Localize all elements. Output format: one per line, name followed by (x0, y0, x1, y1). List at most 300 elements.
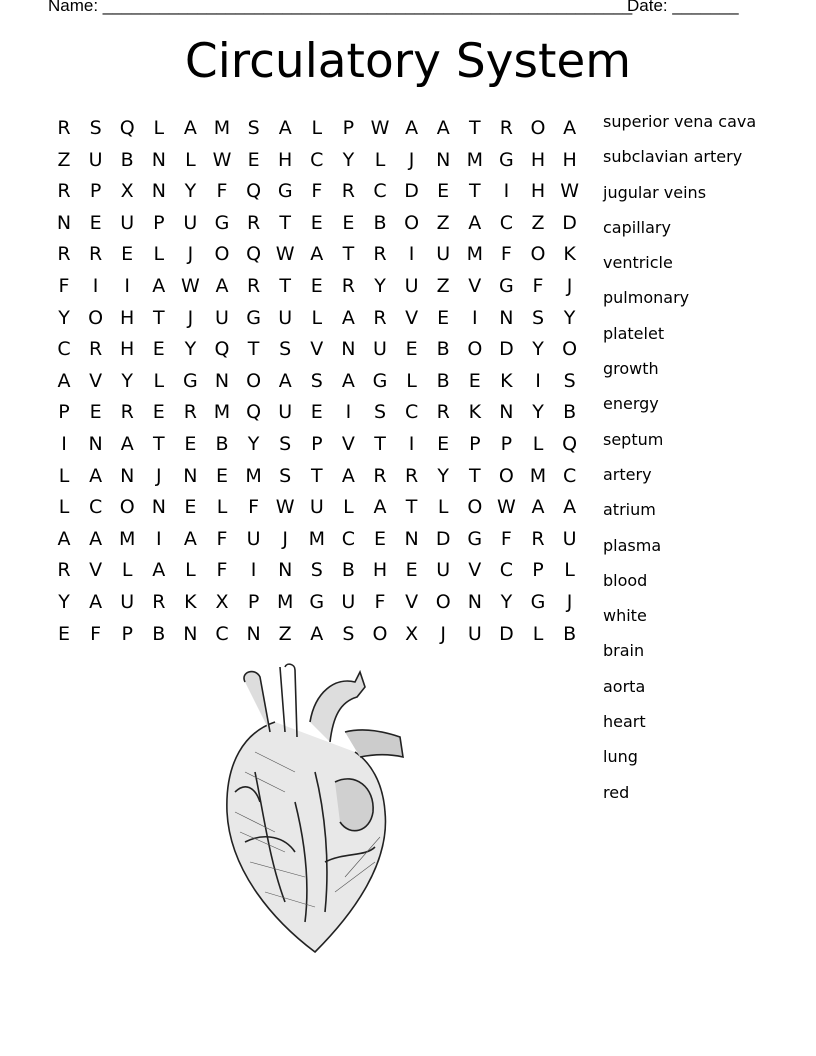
grid-cell: S (563, 369, 576, 392)
grid-cell: H (278, 148, 293, 171)
grid-cell: T (279, 275, 291, 297)
grid-cell: I (92, 275, 99, 297)
grid-cell: H (120, 338, 135, 361)
grid-cell: R (246, 275, 261, 297)
grid-cell: F (248, 496, 260, 519)
grid-cell: I (408, 433, 415, 455)
grid-cell: L (532, 433, 544, 455)
grid-cell: L (532, 622, 544, 645)
grid-cell: A (563, 496, 577, 519)
word-list-item: plasma (603, 535, 662, 555)
grid-cell: O (498, 464, 514, 487)
grid-cell: N (404, 527, 419, 550)
name-field: Name: ________________________________________________________ (48, 0, 633, 15)
word-list-item: ventricle (603, 253, 673, 273)
grid-cell: U (467, 622, 482, 645)
grid-cell: L (406, 369, 417, 392)
word-list-item: growth (603, 359, 659, 379)
grid-cell: S (310, 369, 323, 392)
grid-cell: N (151, 180, 166, 203)
grid-cell: L (343, 496, 354, 519)
grid-cell: E (437, 306, 450, 329)
grid-cell: H (372, 559, 388, 582)
grid-cell: E (184, 433, 197, 455)
date-field: Date: _______ (627, 0, 739, 15)
grid-cell: T (342, 243, 355, 266)
grid-cell: V (310, 338, 324, 361)
word-list-item: superior vena cava (603, 112, 757, 131)
grid-cell: N (499, 306, 514, 329)
grid-cell: S (279, 464, 292, 487)
grid-cell: W (560, 180, 579, 203)
grid-cell: S (373, 401, 387, 424)
anatomical-heart-icon (215, 662, 415, 957)
grid-cell: C (404, 401, 419, 424)
grid-cell: E (310, 401, 323, 424)
grid-cell: M (276, 591, 294, 613)
word-list-item: brain (603, 641, 645, 661)
grid-cell: T (468, 464, 481, 487)
grid-cell: R (88, 243, 103, 266)
grid-cell: B (120, 148, 134, 171)
grid-cell: W (496, 496, 516, 519)
grid-cell: R (57, 180, 71, 203)
grid-cell: B (436, 369, 450, 392)
grid-cell: L (153, 117, 165, 139)
grid-cell: X (120, 180, 134, 203)
grid-cell: P (58, 401, 70, 424)
word-list-item: heart (603, 712, 646, 732)
grid-cell: R (120, 401, 134, 424)
grid-cell: C (88, 496, 103, 519)
grid-cell: C (499, 211, 514, 234)
grid-cell: A (468, 211, 482, 234)
grid-cell: G (277, 180, 293, 203)
grid-cell: A (89, 591, 103, 613)
grid-cell: V (89, 559, 103, 582)
grid-cell: G (246, 306, 261, 329)
grid-cell: I (503, 180, 510, 203)
grid-cell: A (215, 275, 229, 297)
grid-cell: Y (500, 591, 513, 613)
grid-cell: A (341, 306, 355, 329)
word-list (603, 110, 756, 816)
grid-cell: R (436, 401, 450, 424)
grid-cell: E (247, 148, 260, 171)
grid-cell: N (246, 622, 261, 645)
grid-cell: M (213, 117, 231, 139)
grid-cell: N (151, 496, 166, 519)
grid-cell: S (279, 338, 292, 361)
grid-cell: S (531, 306, 545, 329)
grid-cell: O (530, 117, 546, 139)
grid-cell: V (468, 559, 482, 582)
grid-cell: R (57, 243, 71, 266)
grid-cell: Y (58, 591, 70, 613)
grid-cell: A (373, 496, 387, 519)
grid-cell: Q (246, 243, 262, 266)
word-list-item: red (603, 782, 630, 802)
grid-cell: I (408, 243, 415, 266)
grid-cell: L (58, 464, 70, 487)
grid-cell: L (121, 559, 133, 582)
word-list-item: lung (603, 747, 638, 767)
grid-cell: A (341, 369, 355, 392)
grid-cell: O (214, 243, 230, 266)
grid-cell: I (250, 559, 257, 582)
word-list-item: septum (603, 429, 664, 449)
grid-cell: Z (531, 211, 545, 234)
grid-cell: R (531, 527, 545, 550)
grid-cell: K (468, 401, 482, 424)
grid-cell: L (185, 559, 196, 582)
grid-cell: J (408, 148, 415, 171)
grid-cell: E (215, 464, 228, 487)
grid-cell: P (121, 622, 133, 645)
grid-cell: U (120, 591, 135, 613)
grid-cell: F (216, 180, 228, 203)
grid-cell: C (499, 559, 514, 582)
grid-cell: N (278, 559, 293, 582)
grid-cell: A (120, 433, 134, 455)
grid-cell: G (309, 591, 325, 613)
grid-cell: E (57, 622, 70, 645)
grid-cell: U (120, 211, 135, 234)
grid-cell: S (310, 559, 323, 582)
grid-cell: A (152, 559, 166, 582)
grid-cell: R (183, 401, 197, 424)
grid-cell: S (342, 622, 355, 645)
grid-cell: M (466, 243, 483, 266)
grid-cell: L (58, 496, 70, 519)
grid-cell: T (310, 464, 323, 487)
grid-cell: V (468, 275, 482, 297)
grid-cell: E (89, 401, 102, 424)
grid-cell: A (341, 464, 355, 487)
grid-cell: A (310, 622, 324, 645)
grid-cell: R (57, 117, 71, 139)
grid-cell: E (89, 211, 102, 234)
grid-cell: C (373, 180, 387, 203)
grid-cell: Z (278, 622, 292, 645)
grid-cell: O (562, 338, 578, 361)
grid-cell: A (310, 243, 324, 266)
grid-cell: U (373, 338, 387, 361)
grid-cell: N (341, 338, 356, 361)
grid-cell: A (57, 369, 71, 392)
grid-cell: W (180, 275, 200, 297)
word-list-item: pulmonary (603, 288, 690, 308)
grid-cell: B (563, 401, 577, 424)
grid-cell: F (500, 527, 512, 550)
grid-cell: F (58, 275, 70, 297)
grid-cell: O (372, 622, 388, 645)
grid-cell: D (562, 211, 577, 234)
grid-cell: I (471, 306, 478, 329)
grid-cell: Q (214, 338, 230, 361)
grid-cell: Q (246, 401, 262, 424)
grid-cell: W (275, 243, 295, 266)
grid-cell: T (405, 496, 418, 519)
grid-cell: Q (246, 180, 262, 203)
grid-cell: I (155, 527, 162, 550)
grid-cell: Y (563, 306, 576, 329)
grid-cell: G (183, 369, 198, 392)
grid-cell: H (530, 180, 546, 203)
grid-cell: R (499, 117, 513, 139)
grid-cell: P (153, 211, 165, 234)
grid-cell: U (436, 559, 451, 582)
grid-cell: T (468, 180, 481, 203)
grid-cell: L (311, 306, 323, 329)
grid-cell: M (529, 464, 547, 487)
grid-cell: N (467, 591, 482, 613)
grid-cell: F (500, 243, 512, 266)
grid-cell: R (373, 464, 387, 487)
grid-cell: T (152, 306, 165, 329)
grid-cell: Z (436, 275, 450, 297)
word-list-item: white (603, 606, 647, 626)
word-list-item: subclavian artery (603, 147, 743, 167)
grid-cell: C (215, 622, 229, 645)
grid-cell: E (342, 211, 355, 234)
grid-cell: Y (121, 369, 133, 392)
grid-cell: E (437, 433, 450, 455)
grid-cell: P (311, 433, 323, 455)
grid-cell: I (61, 433, 67, 455)
grid-cell: J (187, 306, 194, 329)
grid-cell: H (120, 306, 135, 329)
grid-cell: A (152, 275, 166, 297)
grid-cell: A (183, 527, 197, 550)
grid-cell: U (341, 591, 356, 613)
word-list-item: jugular veins (603, 182, 707, 202)
grid-cell: Z (436, 211, 450, 234)
word-list-item: platelet (603, 323, 665, 343)
grid-cell: M (466, 148, 483, 171)
grid-cell: L (153, 243, 165, 266)
grid-cell: R (57, 559, 71, 582)
grid-cell: O (435, 591, 451, 613)
grid-cell: P (532, 559, 544, 582)
grid-cell: U (246, 527, 261, 550)
grid-cell: S (89, 117, 102, 139)
grid-cell: M (245, 464, 262, 487)
grid-cell: M (118, 527, 136, 550)
grid-cell: V (405, 306, 419, 329)
grid-cell: R (404, 464, 419, 487)
grid-cell: R (373, 306, 387, 329)
grid-cell: N (183, 622, 198, 645)
grid-cell: A (57, 527, 71, 550)
grid-cell: P (469, 433, 481, 455)
grid-cell: N (214, 369, 230, 392)
grid-cell: P (89, 180, 102, 203)
grid-cell: E (310, 211, 323, 234)
grid-cell: F (374, 591, 386, 613)
grid-cell: D (435, 527, 451, 550)
grid-cell: N (499, 401, 514, 424)
grid-cell: A (531, 496, 545, 519)
grid-cell: P (247, 591, 260, 613)
grid-cell: U (404, 275, 419, 297)
grid-cell: Y (437, 464, 449, 487)
grid-cell: B (215, 433, 229, 455)
grid-cell: B (341, 559, 355, 582)
grid-cell: Y (58, 306, 70, 329)
word-list-item: aorta (603, 676, 646, 696)
grid-cell: Z (57, 148, 71, 171)
grid-cell: F (90, 622, 102, 645)
grid-cell: F (311, 180, 323, 203)
grid-cell: T (247, 338, 260, 361)
grid-cell: D (499, 338, 514, 361)
grid-cell: M (308, 527, 325, 550)
grid-cell: M (213, 401, 231, 424)
grid-cell: Y (184, 180, 197, 203)
grid-cell: J (566, 275, 573, 297)
grid-cell: O (119, 496, 135, 519)
grid-cell: S (247, 117, 260, 139)
grid-cell: Y (184, 338, 197, 361)
page-title: Circulatory System (184, 34, 632, 89)
grid-cell: T (279, 211, 291, 234)
grid-cell: J (440, 622, 446, 645)
grid-cell: R (152, 591, 166, 613)
grid-cell: I (345, 401, 352, 424)
grid-cell: A (405, 117, 419, 139)
grid-cell: O (467, 496, 483, 519)
grid-cell: V (405, 591, 419, 613)
grid-cell: E (310, 275, 323, 297)
grid-cell: L (311, 117, 323, 139)
grid-cell: R (246, 211, 261, 234)
grid-cell: B (373, 211, 387, 234)
grid-cell: E (405, 559, 418, 582)
grid-cell: A (89, 464, 103, 487)
grid-cell: A (436, 117, 450, 139)
grid-cell: G (467, 527, 483, 550)
grid-cell: V (341, 433, 355, 455)
grid-cell: N (56, 211, 72, 234)
grid-cell: K (500, 369, 513, 392)
grid-cell: T (152, 433, 165, 455)
grid-cell: B (436, 338, 450, 361)
grid-cell: K (184, 591, 197, 613)
grid-cell: K (563, 243, 576, 266)
grid-cell: W (212, 148, 232, 171)
grid-cell: N (151, 148, 166, 171)
grid-cell: B (563, 622, 577, 645)
grid-cell: G (530, 591, 546, 613)
grid-cell: C (341, 527, 356, 550)
grid-cell: O (88, 306, 104, 329)
grid-cell: R (341, 275, 355, 297)
grid-cell: O (246, 369, 262, 392)
grid-cell: L (216, 496, 228, 519)
grid-cell: E (468, 369, 481, 392)
grid-cell: U (183, 211, 198, 234)
grid-cell: E (437, 180, 450, 203)
grid-cell: T (374, 433, 386, 455)
grid-cell: C (562, 464, 577, 487)
grid-cell: R (373, 243, 387, 266)
grid-cell: U (278, 306, 293, 329)
grid-cell: A (278, 117, 292, 139)
grid-cell: C (310, 148, 324, 171)
grid-cell: G (214, 211, 230, 234)
grid-cell: W (370, 117, 390, 139)
grid-cell: T (468, 117, 481, 139)
grid-cell: L (437, 496, 449, 519)
grid-cell: L (185, 148, 196, 171)
grid-cell: V (89, 369, 103, 392)
grid-cell: P (342, 117, 355, 139)
grid-cell: F (216, 559, 228, 582)
grid-cell: Q (562, 433, 578, 455)
grid-cell: D (499, 622, 514, 645)
grid-cell: L (374, 148, 386, 171)
grid-cell: J (282, 527, 288, 550)
grid-cell: U (309, 496, 324, 519)
grid-cell: N (183, 464, 198, 487)
grid-cell: Y (247, 433, 260, 455)
grid-cell: U (562, 527, 577, 550)
word-list-item: capillary (603, 217, 671, 237)
grid-cell: F (532, 275, 544, 297)
grid-cell: I (535, 369, 541, 392)
grid-cell: Y (532, 338, 544, 361)
grid-cell: W (275, 496, 295, 519)
grid-cell: D (404, 180, 419, 203)
grid-cell: F (216, 527, 228, 550)
grid-cell: Y (374, 275, 386, 297)
grid-cell: E (152, 338, 165, 361)
grid-cell: X (215, 591, 229, 613)
grid-cell: O (530, 243, 546, 266)
grid-cell: Y (342, 148, 355, 171)
grid-cell: A (278, 369, 292, 392)
grid-cell: G (499, 275, 514, 297)
grid-cell: X (405, 622, 419, 645)
grid-cell: J (155, 464, 162, 487)
grid-cell: R (341, 180, 355, 203)
grid-cell: A (89, 527, 103, 550)
grid-cell: G (372, 369, 388, 392)
grid-cell: U (278, 401, 293, 424)
grid-cell: H (530, 148, 546, 171)
grid-cell: J (187, 243, 194, 266)
word-list-item: energy (603, 394, 659, 414)
grid-cell: I (124, 275, 130, 297)
grid-cell: Q (119, 117, 135, 139)
grid-cell: P (500, 433, 513, 455)
word-list-item: blood (603, 570, 648, 590)
word-list-item: artery (603, 464, 652, 484)
grid-cell: U (436, 243, 451, 266)
grid-cell: L (153, 369, 165, 392)
grid-cell: E (405, 338, 418, 361)
grid-cell: N (436, 148, 451, 171)
grid-cell: O (404, 211, 420, 234)
grid-cell: G (499, 148, 514, 171)
grid-cell: N (120, 464, 135, 487)
grid-cell: E (152, 401, 165, 424)
grid-cell: J (566, 591, 573, 613)
grid-cell: E (184, 496, 197, 519)
grid-cell: U (215, 306, 229, 329)
grid-cell: O (467, 338, 483, 361)
